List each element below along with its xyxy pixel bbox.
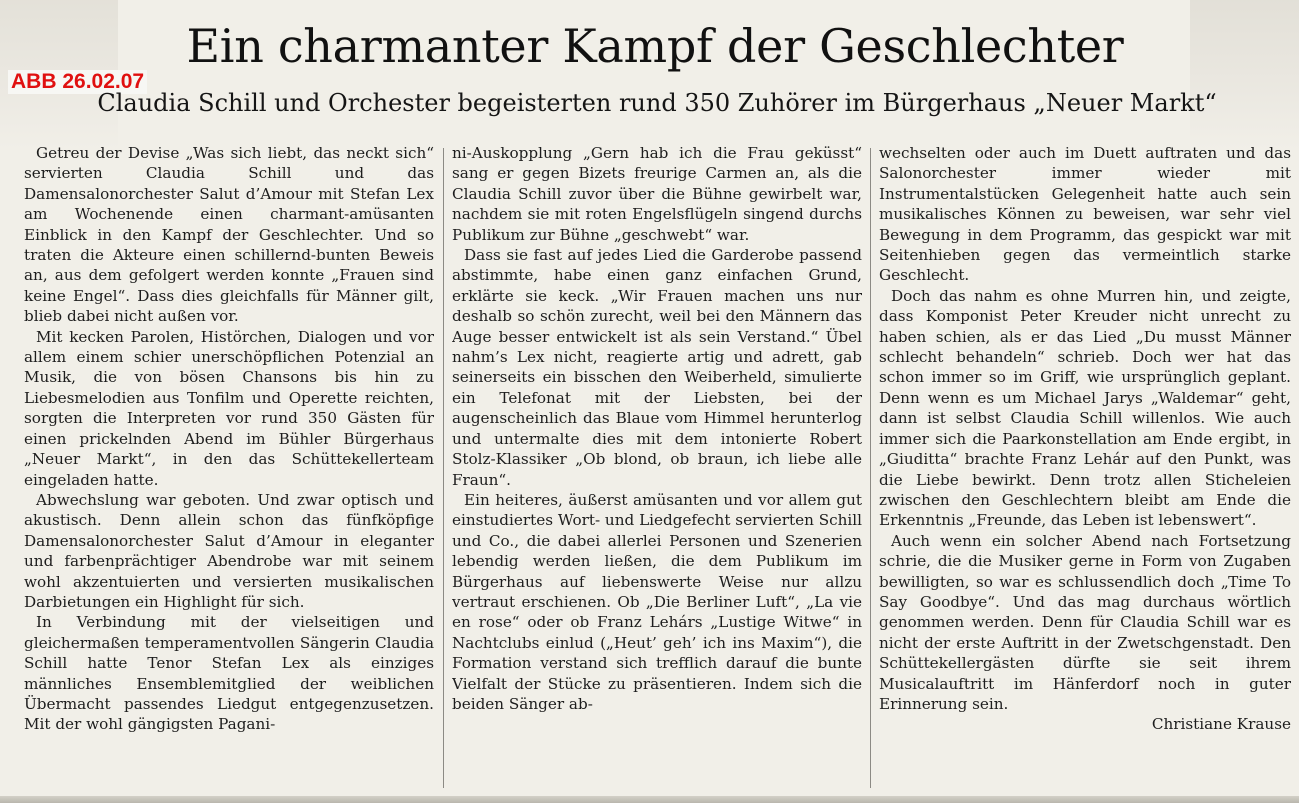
article-paragraph: Doch das nahm es ohne Murren hin, und zeigte, dass Komponist Peter Kreuder nicht unrecht zu haben schien, als er das Lied „Du musst Männer schlecht behandeln“ schrieb. Doch wer hat das schon immer so im Griff, wie ursprünglich geplant. Denn wenn es um Michael Jarys „Waldemar“ geht, dann ist selbst Claudia Schill willenlos. Wie auch immer sich die Paarkonstellation am Ende ergibt, in „Giuditta“ brachte Franz Lehár auf den Punkt, was die Liebe bewirkt. Denn trotz allen Sticheleien zwischen den Geschlechtern bleibt am Ende die Erkenntnis „Freunde, das Leben ist lebenswert“. <box>879 286 1291 530</box>
article-subheadline: Claudia Schill und Orchester begeisterten rund 350 Zuhörer im Bürgerhaus „Neuer Markt“ <box>97 89 1217 117</box>
article-column-2 <box>452 143 862 791</box>
article-column-1 <box>24 143 434 791</box>
article-paragraph: In Verbindung mit der vielseitigen und gleichermaßen temperamentvollen Sängerin Claudia Schill hatte Tenor Stefan Lex als einziges männliches Ensemblemitglied der weiblichen Übermacht passendes Liedgut entgegenzusetzen. Mit der wohl gängigsten Pagani- <box>24 613 434 734</box>
article-paragraph: Auch wenn ein solcher Abend nach Fortsetzung schrie, die die Musiker gerne in Form von Zugaben bewilligten, so war es schlussendlich doch „Time To Say Goodbye“. Und das mag durchaus wörtlich genommen werden. Denn für Claudia Schill war es nicht der erste Auftritt in der Zwetschgenstadt. Den Schüttekellergästen dürfte sie seit ihrem Musicalauftritt im Hänferdorf noch in guter Erinnerung sein. <box>879 531 1291 713</box>
adjacent-article-fragment-right <box>1190 0 1299 150</box>
author-byline: Christiane Krause <box>1151 715 1291 734</box>
column-divider <box>870 148 871 788</box>
article-headline: Ein charmanter Kampf der Geschlechter <box>186 19 1124 73</box>
article-paragraph: Getreu der Devise „Was sich liebt, das neckt sich“ servierten Claudia Schill und das Damensalonorchester Salut d’Amour mit Stefan Lex am Wochenende einen charmant-amüsanten Einblick in den Kampf der Geschlechter. Und so traten die Akteure einen schillernd-bunten Beweis an, aus dem gefolgert werden konnte „Frauen sind keine Engel“. Dass dies gleichfalls für Männer gilt, blieb dabei nicht außen vor. <box>24 144 434 326</box>
article-paragraph: Ein heiteres, äußerst amüsanten und vor allem gut einstudiertes Wort- und Liedgefecht servierten Schill und Co., die dabei allerlei Personen und Szenerien lebendig werden ließen, die dem Publikum im Bürgerhaus auf liebenswerte Weise nur allzu vertraut erschienen. Ob „Die Berliner Luft“, „La vie en rose“ oder ob Franz Lehárs „Lustige Witwe“ in Nachtclubs einlud („Heut’ geh’ ich ins Maxim“), die Formation verstand sich trefflich darauf die bunte Vielfalt der Stücke zu präsentieren. Indem sich die beiden Sänger ab- <box>452 490 862 713</box>
article-paragraph: ni-Auskopplung „Gern hab ich die Frau geküsst“ sang er gegen Bizets freurige Carmen an, als die Claudia Schill zuvor über die Bühne gewirbelt war, nachdem sie mit roten Engelsflügeln singend durchs Publikum zur Bühne „geschwebt“ war. <box>452 144 862 244</box>
archive-date-stamp: ABB 26.02.07 <box>8 70 147 94</box>
article-paragraph: Mit kecken Parolen, Histörchen, Dialogen und vor allem einem schier unerschöpflichen Potenzial an Musik, die von bösen Chansons bis hin zu Liebesmelodien aus Tonfilm und Operette reichten, sorgten die Interpreten vor rund 350 Gästen für einen prickelnden Abend im Bühler Bürgerhaus „Neuer Markt“, in den das Schüttekellerteam eingeladen hatte. <box>24 327 434 489</box>
column-divider <box>443 148 444 788</box>
article-paragraph: wechselten oder auch im Duett auftraten und das Salonorchester immer wieder mit Instrumentalstücken Gelegenheit hatte auch sein musikalisches Können zu beweisen, war sehr viel Bewegung in dem Programm, das gespickt war mit Seitenhieben gegen das vermeintlich starke Geschlecht. <box>879 144 1291 285</box>
article-column-3 <box>879 143 1291 791</box>
article-paragraph: Abwechslung war geboten. Und zwar optisch und akustisch. Denn allein schon das fünfköpfige Damensalonorchester Salut d’Amour in eleganter und farbenprächtiger Abendrobe war mit seinem wohl akzentuierten und versierten musikalischen Darbietungen ein Highlight für sich. <box>24 490 434 611</box>
scan-edge <box>0 796 1299 803</box>
article-paragraph: Dass sie fast auf jedes Lied die Garderobe passend abstimmte, habe einen ganz einfachen Grund, erklärte sie keck. „Wir Frauen machen uns nur deshalb so schön zurecht, weil bei den Männern das Auge besser entwickelt ist als sein Verstand.“ Übel nahm’s Lex nicht, reagierte artig und adrett, gab seinerseits ein bisschen den Weiberheld, simulierte ein Telefonat mit der Liebsten, bei der augenscheinlich das Blaue vom Himmel herunterlog und untermalte dies mit dem intonierte Robert Stolz-Klassiker „Ob blond, ob braun, ich liebe alle Fraun“. <box>452 246 862 489</box>
